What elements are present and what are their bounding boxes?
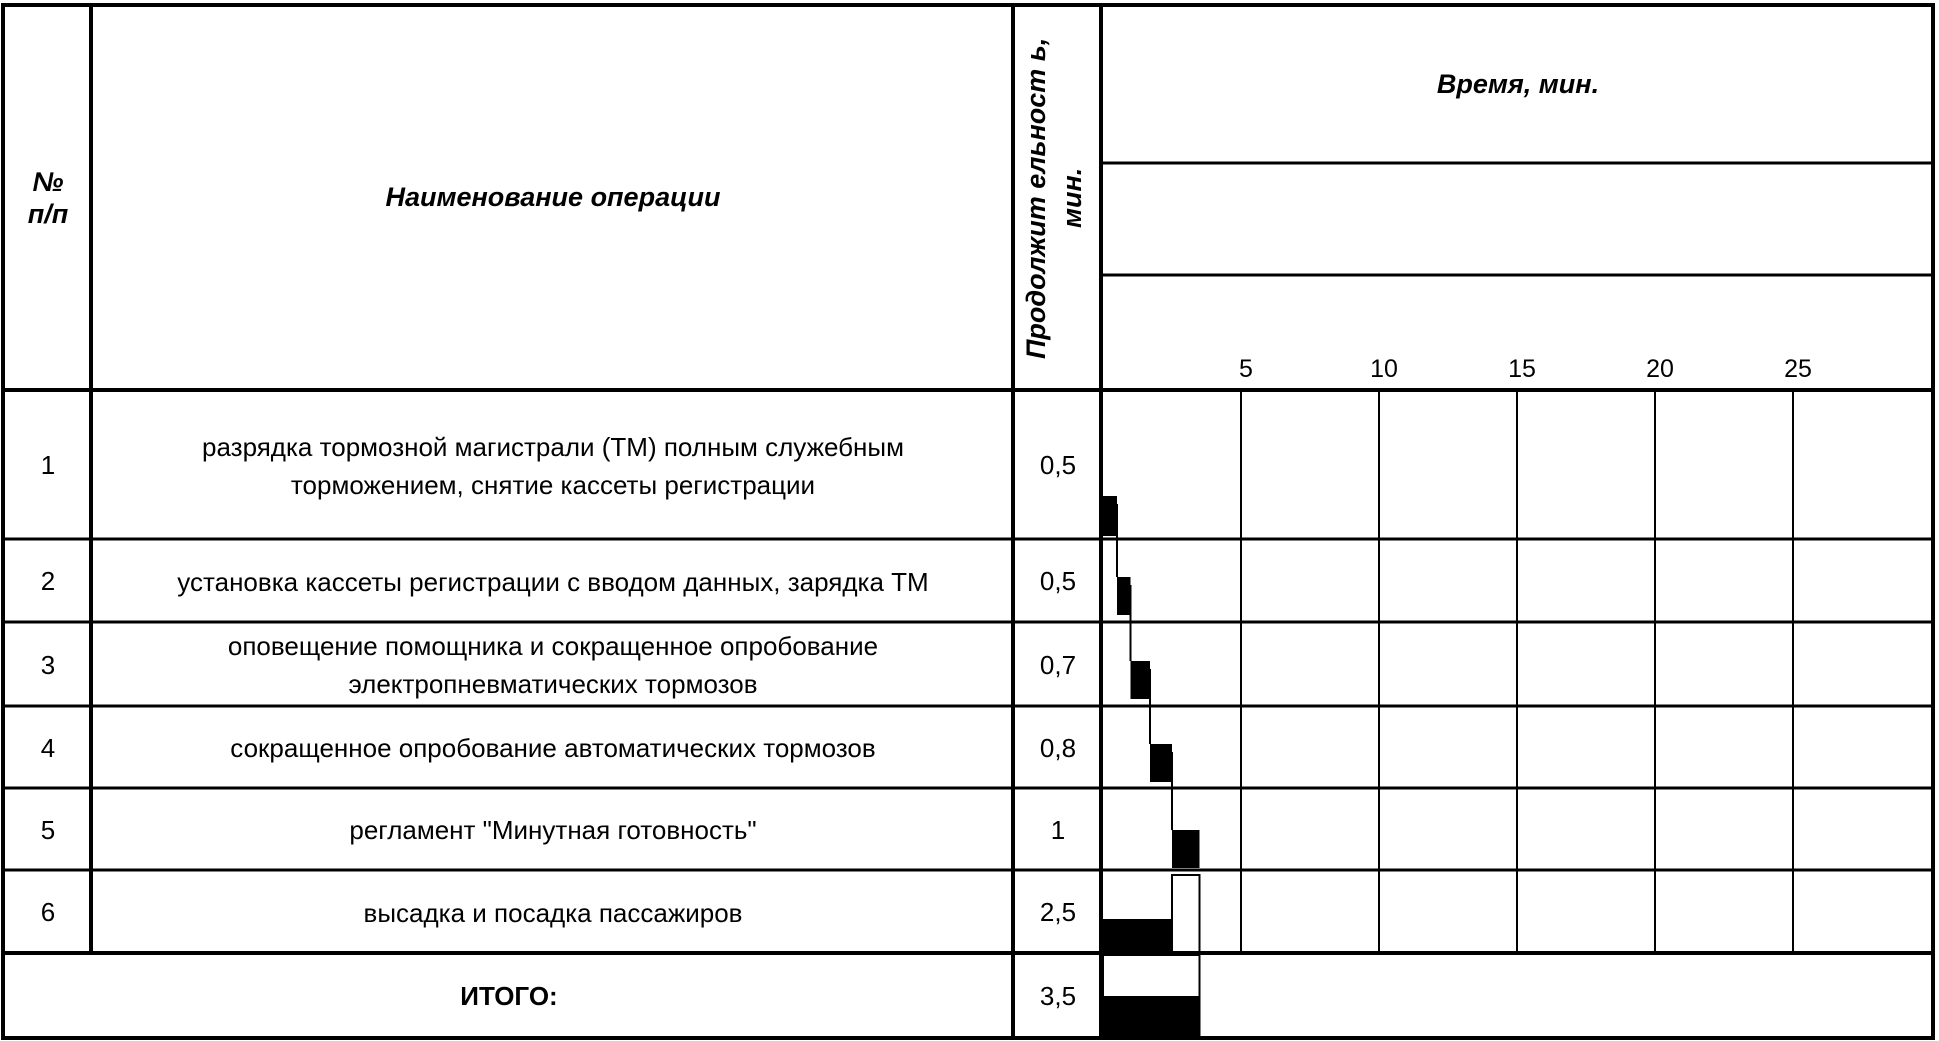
row-6-num: 6	[40, 897, 56, 927]
gantt-bar-row-1	[1103, 496, 1117, 536]
tick-label: 15	[1508, 354, 1536, 383]
row-3-operation: оповещение помощника и сокращенное опробование электропневматических тормозов	[227, 631, 879, 699]
tick-label: 10	[1370, 354, 1398, 383]
row-4-num: 4	[40, 732, 56, 763]
header-time	[1103, 5, 1933, 163]
row-5-duration: 1	[1050, 814, 1066, 845]
row-6-duration: 2,5	[1039, 897, 1077, 927]
gantt-bar-row-2	[1117, 577, 1131, 615]
gantt-bar-total	[1103, 996, 1200, 1036]
row-2-operation: установка кассеты регистрации с вводом данных, зарядка ТМ	[177, 566, 929, 597]
total-duration: 3,5	[1039, 981, 1077, 1011]
row-1-duration: 0,5	[1039, 450, 1077, 480]
tick-label: 5	[1239, 354, 1253, 383]
gantt-bar-row-4	[1150, 744, 1172, 782]
row-1-operation: разрядка тормозной магистрали (ТМ) полным служебным торможением, снятие кассеты регистрации	[202, 431, 904, 500]
gantt-bar-row-3	[1131, 661, 1150, 699]
row-4-duration: 0,8	[1039, 732, 1077, 763]
row-2-duration: 0,5	[1039, 566, 1077, 596]
header-duration	[1015, 5, 1101, 390]
header-num	[5, 5, 91, 390]
header-time-label: Время, мин.	[1436, 68, 1600, 99]
row-2-num: 2	[40, 566, 56, 596]
tick-label: 25	[1784, 354, 1812, 383]
row-4-operation: сокращенное опробование автоматических тормозов	[230, 733, 876, 763]
header-num-label: № п/п	[27, 166, 69, 229]
row-5-operation: регламент "Минутная готовность"	[349, 815, 757, 845]
gantt-bars	[1103, 496, 1200, 1038]
header-operation	[93, 5, 1013, 390]
row-6-operation: высадка и посадка пассажиров	[363, 897, 743, 928]
gantt-block-frame	[1172, 875, 1200, 953]
row-3-num: 3	[40, 649, 56, 680]
header-duration-label: Продолжит ельност ь, мин.	[1021, 36, 1087, 359]
row-3-duration: 0,7	[1039, 649, 1077, 680]
gantt-bar-row-6	[1103, 919, 1172, 953]
row-1-num: 1	[40, 450, 56, 480]
total-label: ИТОГО:	[460, 981, 558, 1011]
gantt-bar-row-5	[1172, 830, 1200, 868]
tick-label: 20	[1646, 354, 1674, 383]
header-operation-label: Наименование операции	[385, 182, 721, 212]
row-5-num: 5	[40, 814, 56, 845]
